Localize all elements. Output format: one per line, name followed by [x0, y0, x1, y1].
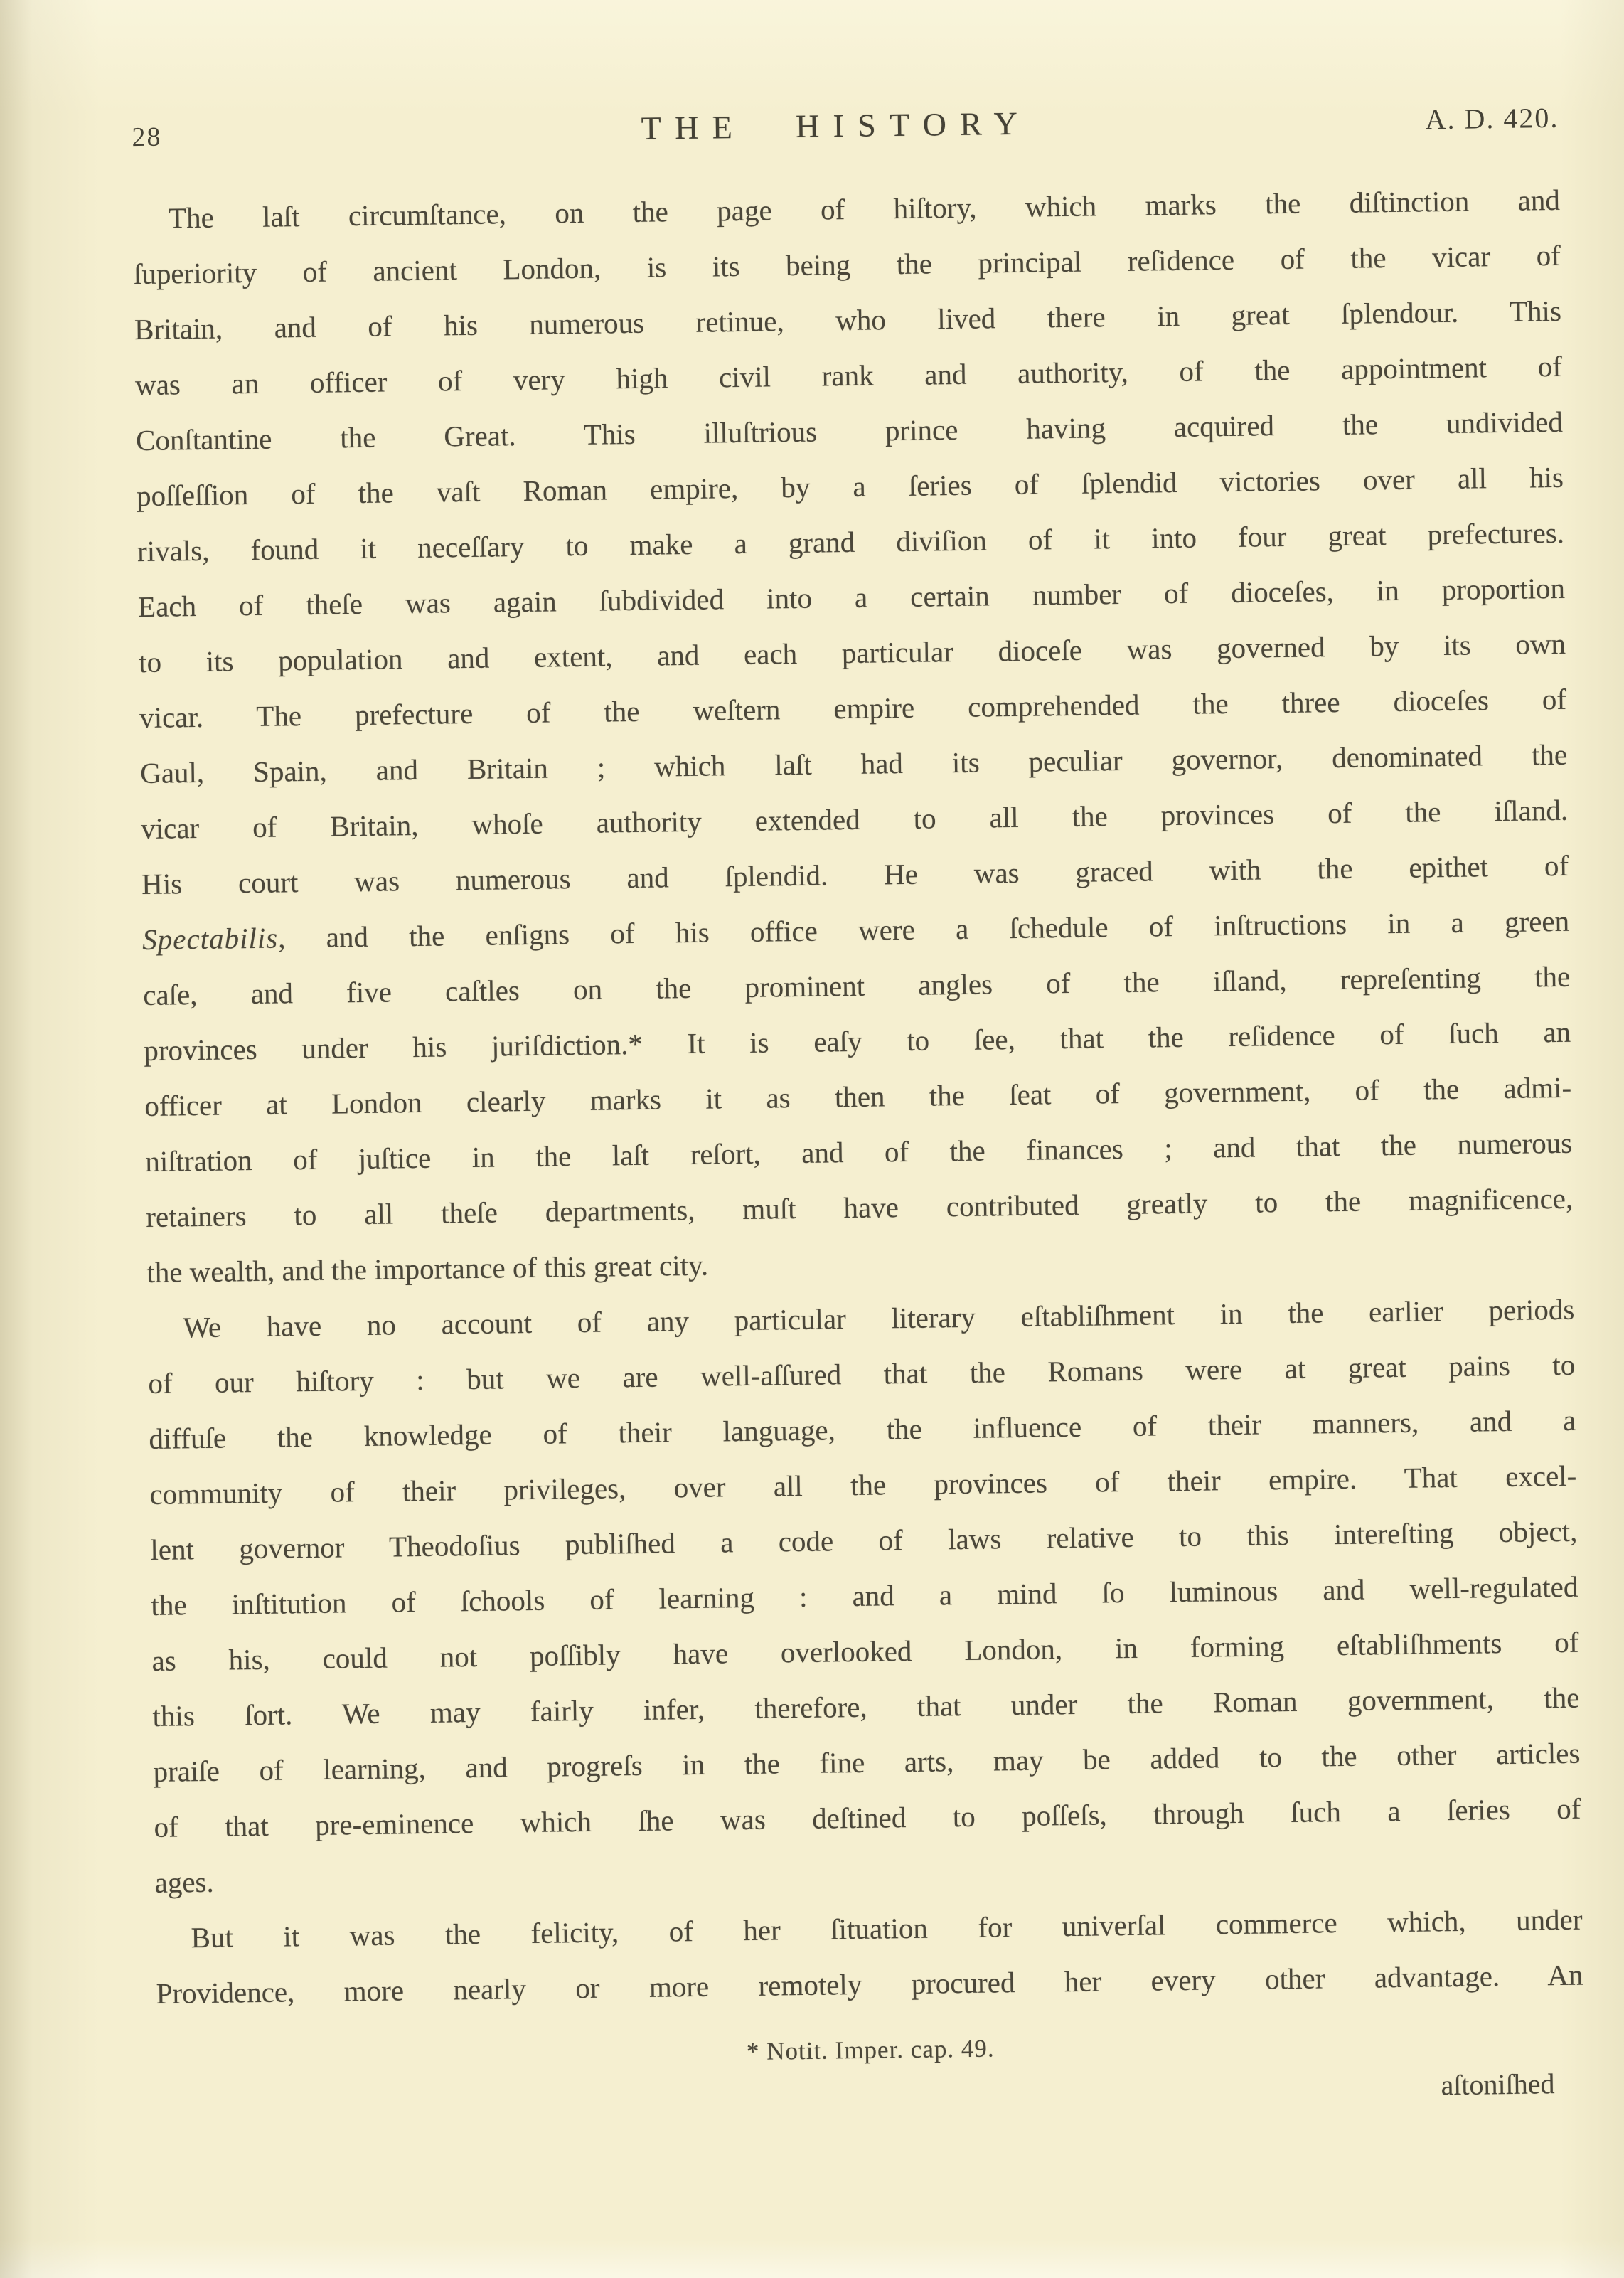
text-line: Conſtantine the Great. This illuſtrious prince having acquired the undivided [135, 405, 1564, 457]
text-line: Providence, more nearly or more remotely procured her every other advantage. An [156, 1958, 1583, 2010]
page-content [132, 97, 1585, 2119]
text-line: provinces under his juriſdiction.* It is eaſy to ſee, that the reſidence of ſuch an [143, 1015, 1571, 1068]
text-line: His court was numerous and ſplendid. He was graced with the epithet of [141, 848, 1569, 901]
text-line: of that pre-eminence which ſhe was deſtined to poſſeſs, through ſuch a ſeries of [154, 1792, 1581, 1843]
text-line: lent governor Theodoſius publiſhed a code of laws relative to this intereſting object, [150, 1514, 1578, 1566]
text-line: But it was the felicity, of her ſituation for univerſal commerce which, under [191, 1902, 1583, 1954]
catchword: aſtoniſhed [1441, 2067, 1555, 2102]
text-line: this ſort. We may fairly infer, therefore, that under the Roman government, the [152, 1681, 1580, 1733]
text-line: diffuſe the knowledge of their language, the influence of their manners, and a [149, 1403, 1576, 1455]
text-line: was an officer of very high civil rank and authority, of the appointment of [134, 349, 1563, 402]
italic-text-segment: Spectabilis [141, 921, 279, 957]
page-number: 28 [132, 122, 162, 153]
text-line: ages. [154, 1865, 215, 1899]
footnote: * Notit. Imper. cap. 49. [746, 2034, 995, 2066]
text-line: as his, could not poſſibly have overlooked London, in forming eſtabliſhments of [151, 1625, 1579, 1677]
text-line: of our hiſtory : but we are well-aſſured that the Romans were at great pains to [148, 1348, 1576, 1400]
text-line: poſſeſſion of the vaſt Roman empire, by a ſeries of ſplendid victories over all his [136, 460, 1564, 513]
text-line: caſe, and five caſtles on the prominent angles of the iſland, repreſenting the [142, 959, 1571, 1012]
text-line: vicar of Britain, whoſe authority extended to all the provinces of the iſland. [140, 793, 1569, 846]
running-title: THE HISTORY [641, 105, 1032, 147]
running-head [132, 97, 1559, 154]
text-line: retainers to all theſe departments, muſt have contributed greatly to the magnificence, [146, 1181, 1574, 1234]
text-line: officer at London clearly marks it as then the ſeat of government, of the admi- [144, 1070, 1572, 1123]
text-line: the wealth, and the importance of this great city. [146, 1248, 709, 1289]
text-line: rivals, found it neceſſary to make a grand diviſion of it into four great prefectures. [137, 516, 1565, 568]
text-line: community of their privileges, over all the provinces of their empire. That excel- [149, 1459, 1577, 1511]
header-date: A. D. 420. [1425, 101, 1559, 136]
text-line: ſuperiority of ancient London, is its being the principal reſidence of the vicar of [133, 238, 1561, 291]
text-line: Gaul, Spain, and Britain ; which laſt had its peculiar governor, denominated the [139, 738, 1568, 790]
text-line: to its population and extent, and each particular dioceſe was governed by its own [138, 627, 1566, 679]
text-line: We have no account of any particular literary eſtabliſhment in the earlier periods [183, 1292, 1575, 1344]
text-line: The laſt circumſtance, on the page of hiſtory, which marks the diſtinction and [168, 183, 1561, 235]
text-line: praiſe of learning, and progreſs in the fine arts, may be added to the other articles [153, 1736, 1581, 1788]
text-line: vicar. The prefecture of the weſtern empire comprehended the three dioceſes of [139, 682, 1567, 735]
text-line: Britain, and of his numerous retinue, who lived there in great ſplendour. This [134, 294, 1562, 346]
text-line: Each of theſe was again ſubdivided into a certain number of dioceſes, in proportion [137, 571, 1566, 624]
text-segment: , and the enſigns of his office were a ſchedule of inſtructions in a green [277, 904, 1570, 954]
page-body-text [132, 172, 1583, 2021]
text-line: the inſtitution of ſchools of learning : and a mind ſo luminous and well-regulated [151, 1570, 1578, 1622]
text-line: niſtration of juſtice in the laſt reſort, and of the finances ; and that the numerous [145, 1126, 1573, 1178]
